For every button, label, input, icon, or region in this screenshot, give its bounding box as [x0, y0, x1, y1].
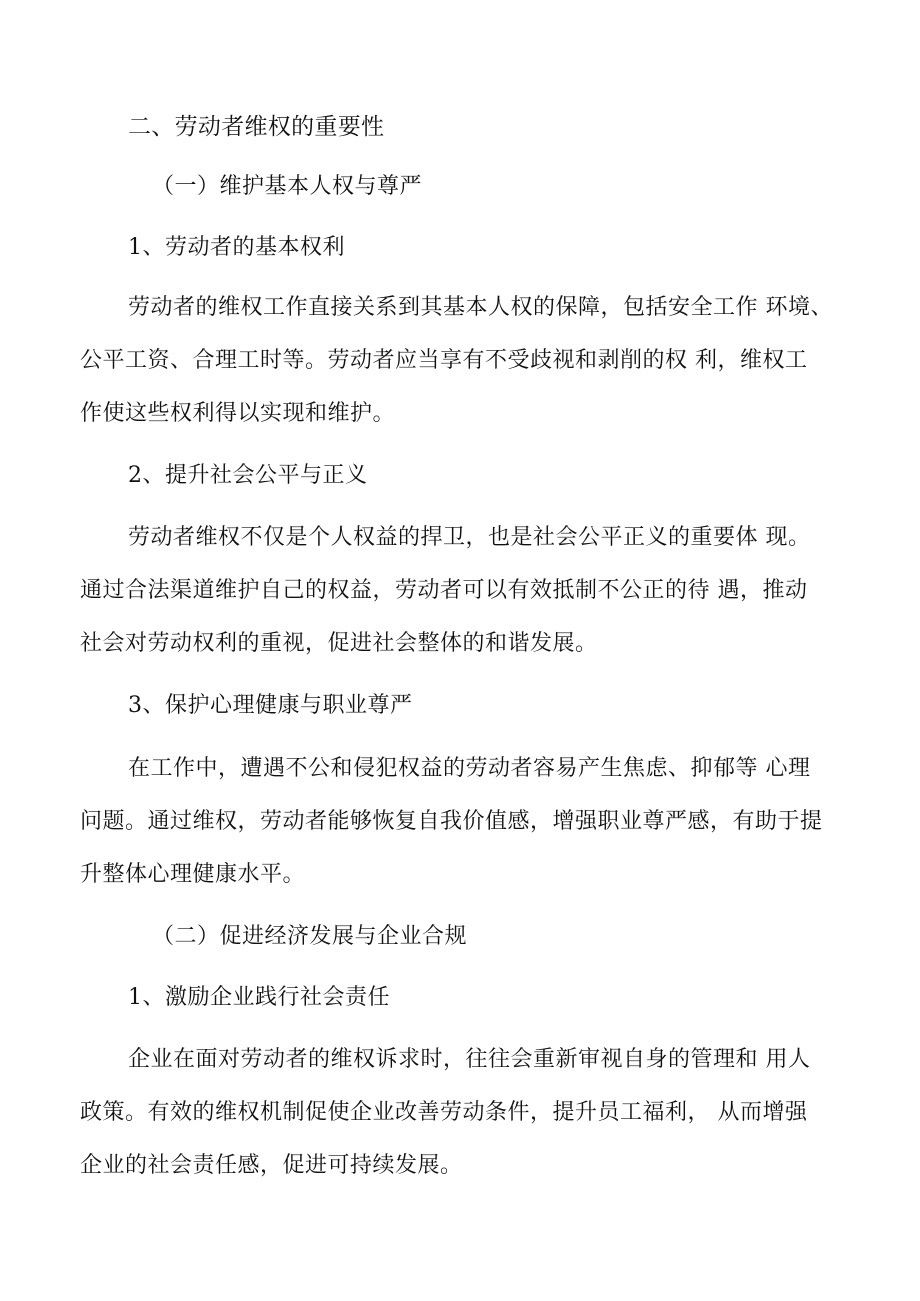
paragraph-line: 升整体心理健康水平。 — [80, 862, 306, 887]
section-title: 二、劳动者维权的重要性 — [128, 114, 385, 140]
paragraph-line: 政策。有效的维权机制促使企业改善劳动条件，提升员工福利， 从而增强 — [80, 1100, 808, 1125]
item-heading-1-2: 2、提升社会公平与正义 — [128, 463, 368, 488]
paragraph-line: 在工作中，遭遇不公和侵犯权益的劳动者容易产生焦虑、抑郁等 心理 — [128, 756, 811, 781]
paragraph-line: 通过合法渠道维护自己的权益，劳动者可以有效抵制不公正的待 遇，推动 — [80, 578, 808, 603]
part-heading-1: （一）维护基本人权与尊严 — [152, 174, 423, 199]
paragraph-line: 劳动者的维权工作直接关系到其基本人权的保障，包括安全工作 环境、 — [128, 295, 833, 320]
item-heading-1-1: 1、劳动者的基本权利 — [128, 235, 345, 260]
paragraph-line: 劳动者维权不仅是个人权益的捍卫，也是社会公平正义的重要体 现。 — [128, 525, 811, 550]
paragraph-line: 作使这些权利得以实现和维护。 — [80, 401, 396, 426]
paragraph-line: 企业的社会责任感，促进可持续发展。 — [80, 1153, 463, 1178]
item-heading-2-1: 1、激励企业践行社会责任 — [128, 985, 390, 1010]
item-heading-1-3: 3、保护心理健康与职业尊严 — [128, 693, 413, 718]
paragraph-line: 社会对劳动权利的重视，促进社会整体的和谐发展。 — [80, 631, 598, 656]
part-heading-2: （二）促进经济发展与企业合规 — [152, 924, 468, 949]
paragraph-line: 公平工资、合理工时等。劳动者应当享有不受歧视和剥削的权 利，维权工 — [80, 348, 808, 373]
paragraph-line: 问题。通过维权，劳动者能够恢复自我价值感，增强职业尊严感，有助于提 — [80, 809, 823, 834]
paragraph-line: 企业在面对劳动者的维权诉求时，往往会重新审视自身的管理和 用人 — [128, 1047, 811, 1072]
